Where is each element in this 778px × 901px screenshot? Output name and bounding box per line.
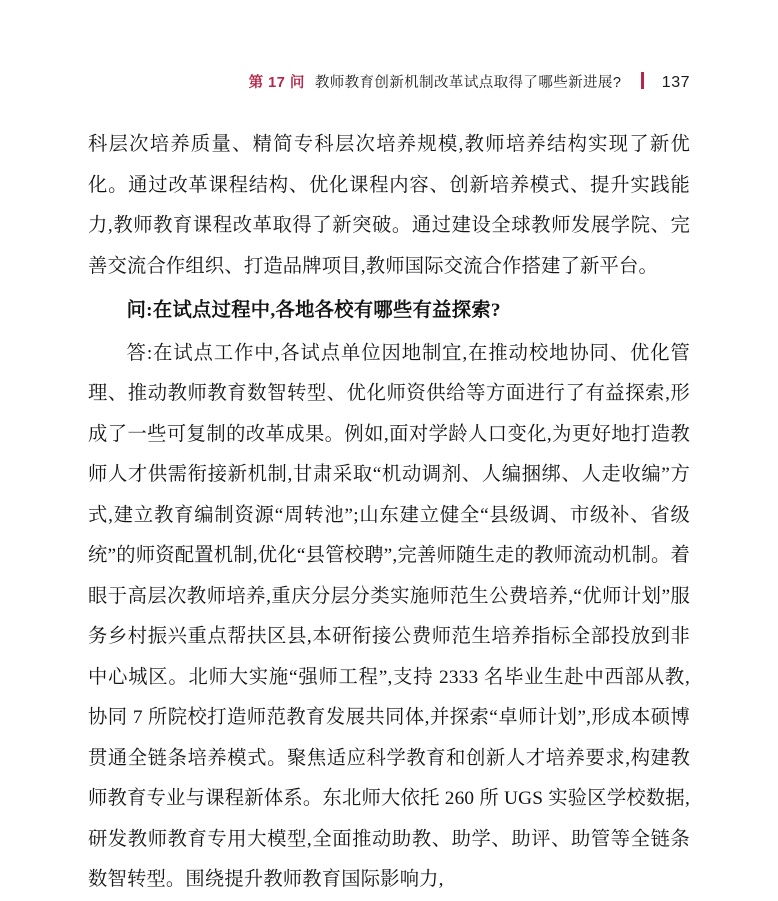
- running-head: [88, 64, 690, 98]
- question-heading: 问:在试点过程中,各地各校有哪些有益探索?: [126, 300, 501, 321]
- question-number-label: 第 17 问: [248, 75, 305, 91]
- paragraph-continued: 科层次培养质量、精简专科层次培养规模,教师培养结构实现了新优化。通过改革课程结构、优化课程内容、创新培养模式、提升实践能力,教师教育课程改革取得了新突破。通过建设全球教师发展学院、完善交流合作组织、打造品牌项目,教师国际交流合作搭建了新平台。: [88, 134, 690, 277]
- page-number: 137: [661, 74, 690, 91]
- header-divider-rule: [641, 72, 644, 89]
- running-head-inner: [249, 70, 690, 92]
- answer-paragraph: 答:在试点工作中,各试点单位因地制宜,在推动校地协同、优化管理、推动教师教育数智转型、优化师资供给等方面进行了有益探索,形成了一些可复制的改革成果。例如,面对学龄人口变化,为更好地打造教师人才供需衔接新机制,甘肃采取“机动调剂、人编捆绑、人走收编”方式,建立教育编制资源“周转池”;山东建立健全“县级调、市级补、省级统”的师资配置机制,优化“县管校聘”,完善师随生走的教师流动机制。着眼于高层次教师培养,重庆分层分类实施师范生公费培养,“优师计划”服务乡村振兴重点帮扶区县,本研衔接公费师范生培养指标全部投放到非中心城区。北师大实施“强师工程”,支持 2333 名毕业生赴中西部从教,协同 7 所院校打造师范教育发展共同体,并探索“卓师计划”,形成本硕博贯通全链条培养模式。聚焦适应科学教育和创新人才培养要求,构建教师教育专业与课程新体系。东北师大依托 260 所 UGS 实验区学校数据,研发教师教育专用大模型,全面推动助教、助学、助评、助管等全链条数智转型。围绕提升教师教育国际影响力,: [88, 342, 690, 890]
- page-body: [88, 125, 690, 901]
- chapter-title: 教师教育创新机制改革试点取得了哪些新进展?: [314, 75, 622, 91]
